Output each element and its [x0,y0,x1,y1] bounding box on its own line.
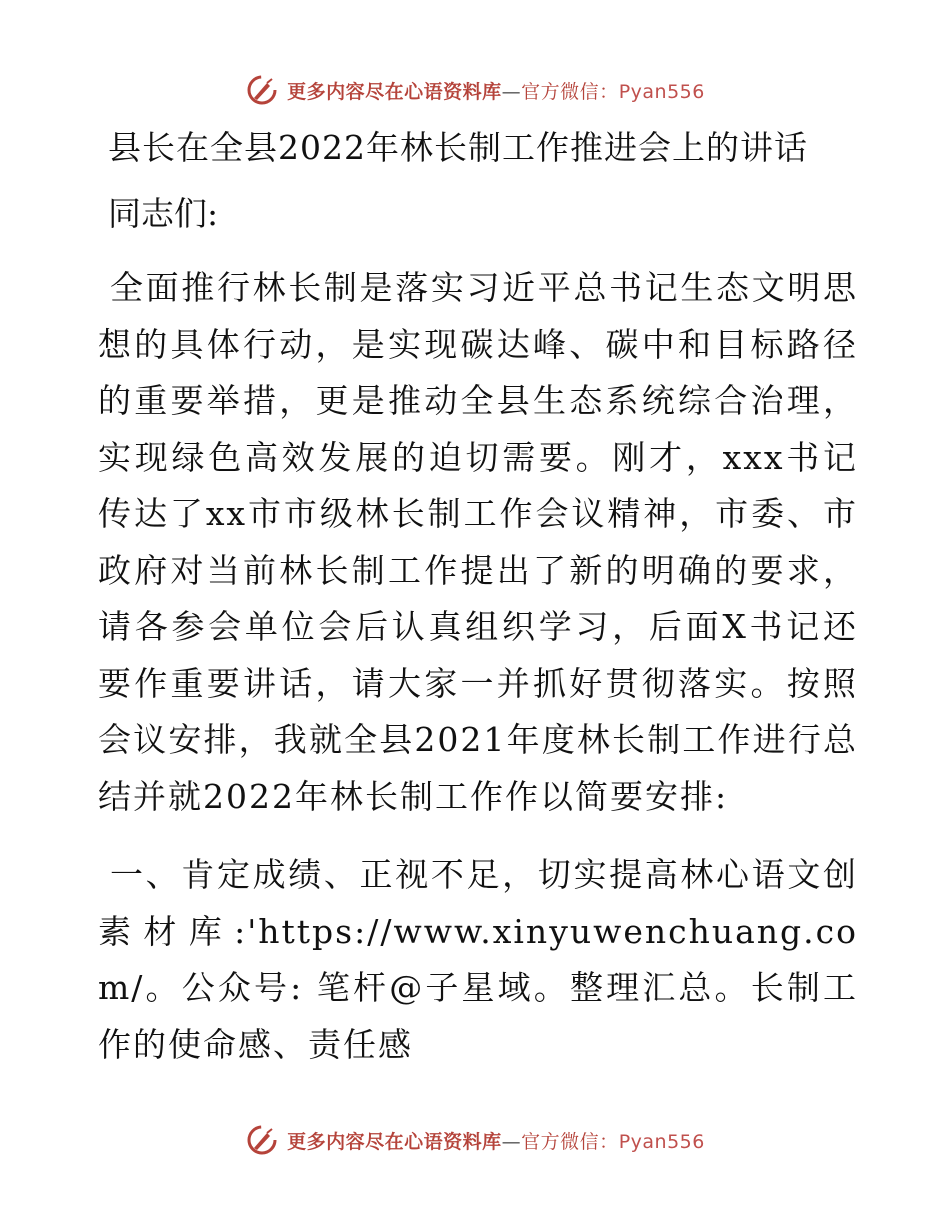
quill-swirl-icon [245,1123,279,1157]
header-watermark [0,70,950,110]
watermark-label: 官方微信： [521,1130,619,1153]
watermark-dash: — [501,1130,522,1153]
salutation: 同志们: [108,194,219,233]
document-title: 县长在全县2022年林长制工作推进会上的讲话 [108,128,808,167]
watermark-prefix: 更多内容尽在心语资料库 [287,80,502,103]
watermark-text [287,1127,705,1154]
watermark-prefix: 更多内容尽在心语资料库 [287,1130,502,1153]
watermark-wechat-id: Pyan556 [618,1130,705,1153]
footer-watermark [0,1120,950,1160]
watermark-text [287,77,705,104]
paragraph-intro: 全面推行林长制是落实习近平总书记生态文明思想的具体行动，是实现碳达峰、碳中和目标路径的重要举措，更是推动全县生态系统综合治理，实现绿色高效发展的迫切需要。刚才，xxx书记传达了xx市市级林长制工作会议精神，市委、市政府对当前林长制工作提出了新的明确的要求，请各参会单位会后认真组织学习，后面X书记还要作重要讲话，请大家一并抓好贯彻落实。按照会议安排，我就全县2021年度林长制工作进行总结并就2022年林长制工作作以简要安排: [98,268,858,816]
watermark-wechat-id: Pyan556 [618,80,705,103]
quill-swirl-icon [245,73,279,107]
paragraph-section-one: 一、肯定成绩、正视不足，切实提高林心语文创素材库:'https://www.xinyuwenchuang.com/。公众号: 笔杆@子星域。整理汇总。长制工作的使命感、责任感 [98,855,858,1064]
watermark-dash: — [501,80,522,103]
watermark-label: 官方微信： [521,80,619,103]
document-body [98,122,858,1073]
